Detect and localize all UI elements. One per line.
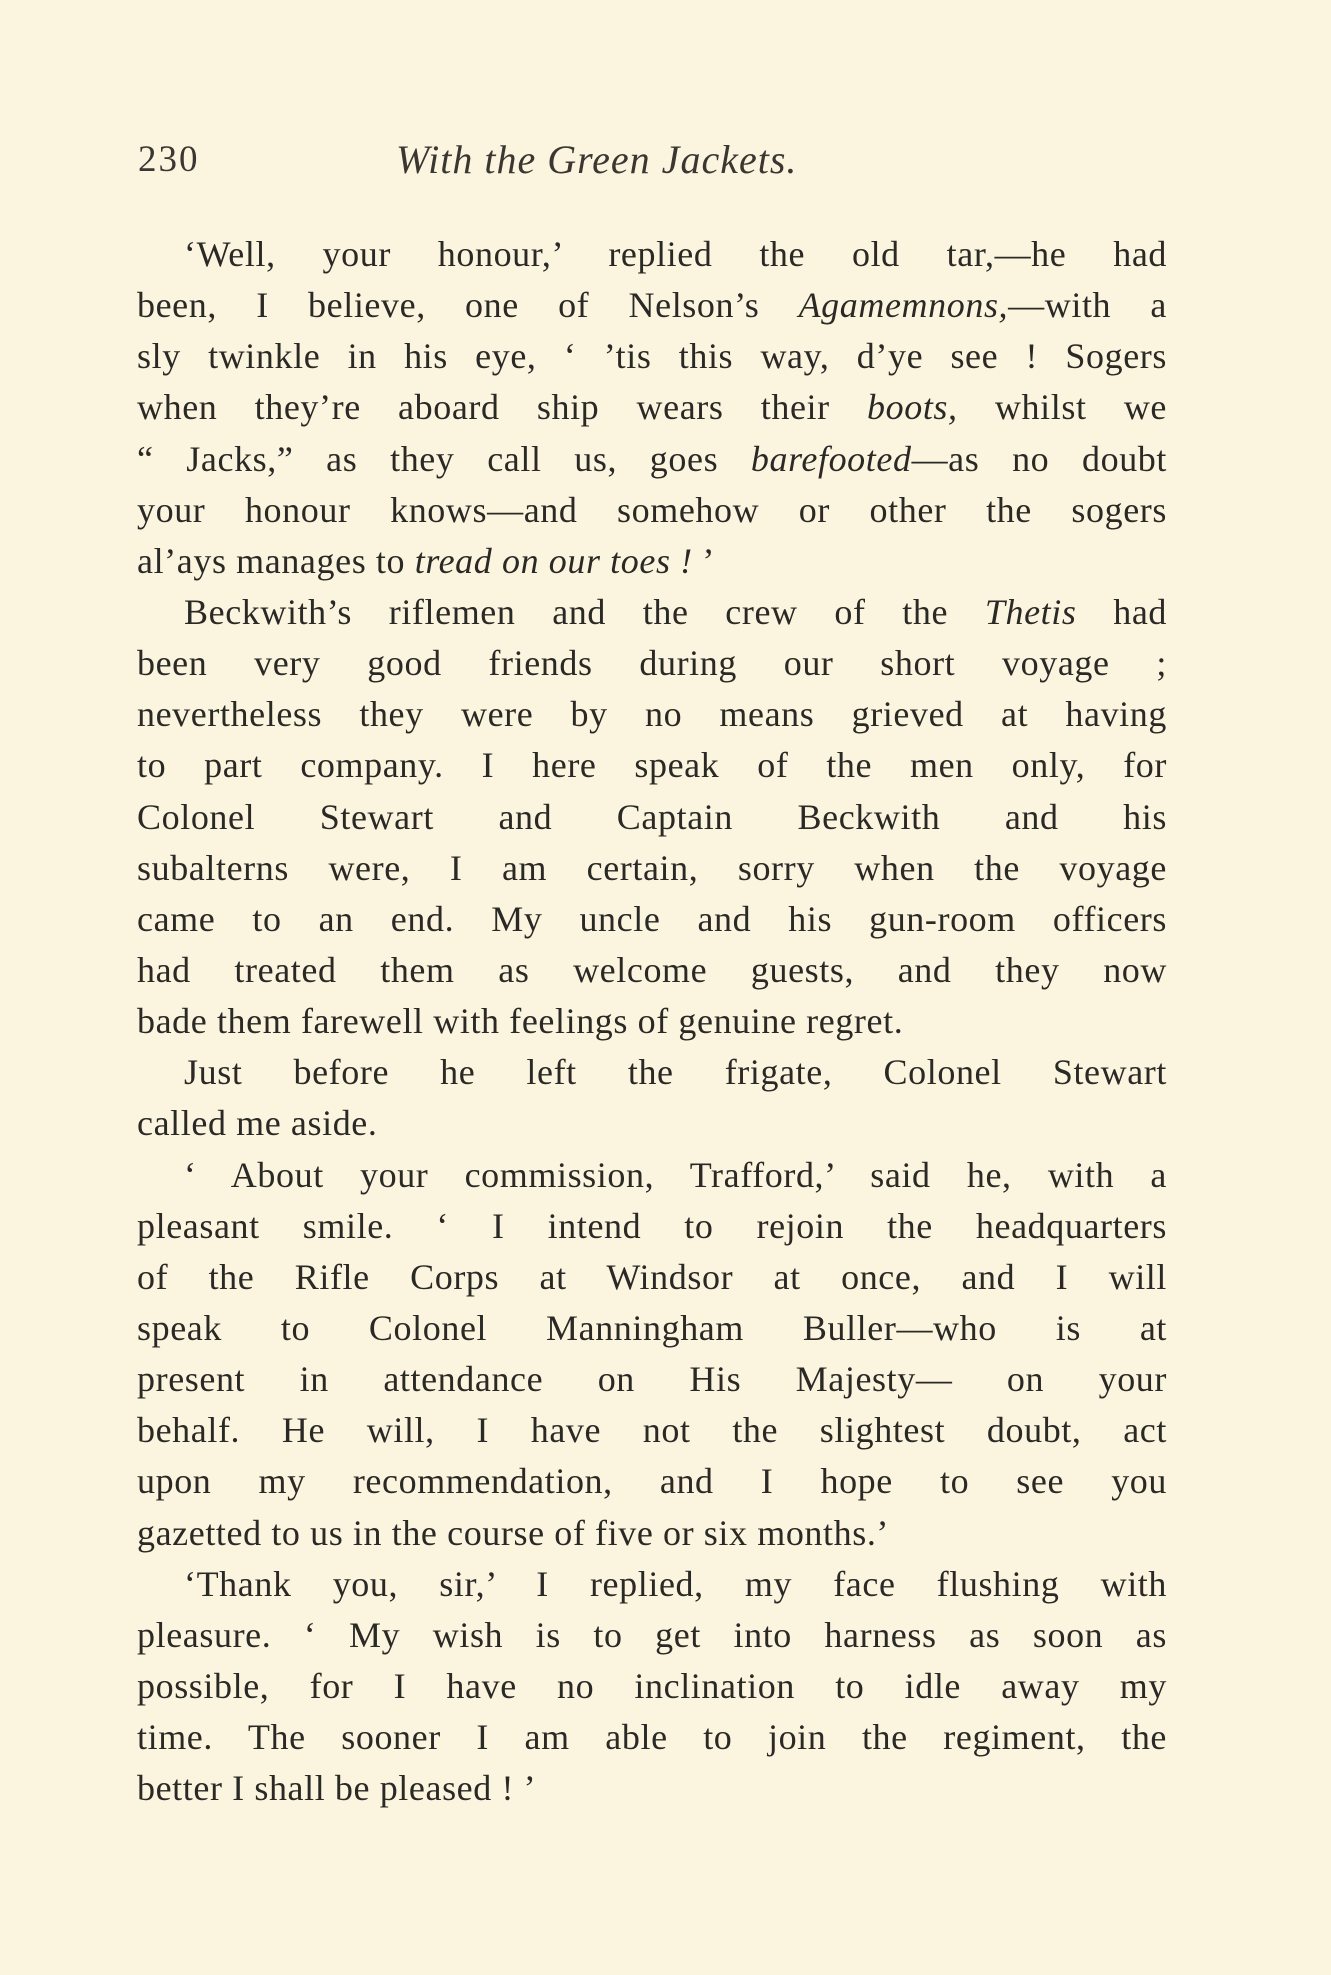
- text-line: [137, 740, 1167, 791]
- text-line: [137, 1712, 1167, 1763]
- text-line: [137, 1456, 1167, 1507]
- text-segment: your honour knows—and somehow or other the sogers: [137, 489, 1167, 530]
- text-segment: time. The sooner I am able to join the regiment, the: [137, 1717, 1167, 1758]
- text-line: [137, 1610, 1167, 1661]
- page-header: [138, 138, 1168, 198]
- text-segment: better I shall be pleased ! ’: [137, 1768, 537, 1809]
- text-segment: sly twinkle in his eye, ‘ ’tis this way, d’ye see ! Sogers: [137, 336, 1167, 377]
- text-line: [137, 1763, 1167, 1814]
- text-line: [137, 1508, 1167, 1559]
- text-line: [137, 1559, 1167, 1610]
- text-segment: nevertheless they were by no means grieved at having: [137, 694, 1167, 735]
- text-segment: came to an end. My uncle and his gun-room officers: [137, 898, 1167, 939]
- text-line: [137, 638, 1167, 689]
- text-segment: upon my recommendation, and I hope to see you: [137, 1461, 1167, 1502]
- italic-text: Agamemnons,: [798, 285, 1009, 326]
- text-segment: gazetted to us in the course of five or six months.’: [137, 1512, 890, 1553]
- text-line: [137, 1354, 1167, 1405]
- text-segment: “ Jacks,” as they call us, goes: [137, 438, 751, 479]
- text-line: [137, 1150, 1167, 1201]
- text-segment: of the Rifle Corps at Windsor at once, and I will: [137, 1256, 1167, 1297]
- italic-text: barefooted: [750, 438, 912, 479]
- text-line: [137, 945, 1167, 996]
- text-segment: ‘Thank you, sir,’ I replied, my face flushing with: [184, 1563, 1167, 1604]
- text-segment: when they’re aboard ship wears their: [137, 387, 868, 428]
- text-segment: bade them farewell with feelings of genuine regret.: [137, 1001, 904, 1042]
- text-segment: pleasant smile. ‘ I intend to rejoin the headquarters: [137, 1205, 1167, 1246]
- text-line: [137, 382, 1167, 433]
- text-line: [137, 843, 1167, 894]
- text-segment: subalterns were, I am certain, sorry when the voyage: [137, 847, 1167, 888]
- text-line: [137, 1252, 1167, 1303]
- text-line: [137, 587, 1167, 638]
- text-segment: been very good friends during our short voyage ;: [137, 643, 1167, 684]
- text-line: [137, 792, 1167, 843]
- text-line: [137, 1661, 1167, 1712]
- text-line: [137, 1098, 1167, 1149]
- italic-text: boots,: [867, 387, 958, 428]
- text-line: [137, 280, 1167, 331]
- text-line: [137, 1047, 1167, 1098]
- text-segment: been, I believe, one of Nelson’s: [137, 285, 799, 326]
- text-segment: Beckwith’s riflemen and the crew of the: [184, 591, 985, 632]
- text-line: [137, 996, 1167, 1047]
- text-segment: whilst we: [957, 387, 1167, 428]
- page-number: 230: [138, 139, 200, 180]
- text-line: [137, 894, 1167, 945]
- text-segment: to part company. I here speak of the men only, for: [137, 745, 1167, 786]
- italic-text: Thetis: [984, 591, 1077, 632]
- text-segment: Colonel Stewart and Captain Beckwith and his: [137, 796, 1167, 837]
- text-segment: ’: [692, 540, 715, 581]
- text-segment: possible, for I have no inclination to idle away my: [137, 1665, 1167, 1706]
- text-segment: behalf. He will, I have not the slightest doubt, act: [137, 1410, 1167, 1451]
- text-line: [137, 485, 1167, 536]
- text-line: [137, 229, 1167, 280]
- body-text: [137, 229, 1167, 1814]
- text-segment: ‘ About your commission, Trafford,’ said he, with a: [184, 1154, 1167, 1195]
- text-line: [137, 689, 1167, 740]
- text-segment: al’ays manages to: [137, 540, 415, 581]
- text-segment: speak to Colonel Manningham Buller—who is at: [137, 1307, 1167, 1348]
- running-title: With the Green Jackets.: [396, 137, 798, 182]
- text-segment: ‘Well, your honour,’ replied the old tar,—he had: [184, 234, 1167, 274]
- text-segment: Just before he left the frigate, Colonel Stewart: [184, 1052, 1167, 1093]
- text-segment: present in attendance on His Majesty— on your: [137, 1359, 1167, 1400]
- text-segment: had: [1076, 591, 1167, 632]
- text-line: [137, 434, 1167, 485]
- text-line: [137, 331, 1167, 382]
- text-segment: —with a: [1008, 285, 1167, 326]
- text-line: [137, 1405, 1167, 1456]
- text-segment: called me aside.: [137, 1103, 378, 1144]
- text-segment: pleasure. ‘ My wish is to get into harness as soon as: [137, 1614, 1167, 1655]
- text-line: [137, 536, 1167, 587]
- italic-text: tread on our toes !: [414, 540, 693, 581]
- text-line: [137, 1201, 1167, 1252]
- text-segment: —as no doubt: [911, 438, 1167, 479]
- text-line: [137, 1303, 1167, 1354]
- text-segment: had treated them as welcome guests, and they now: [137, 949, 1167, 990]
